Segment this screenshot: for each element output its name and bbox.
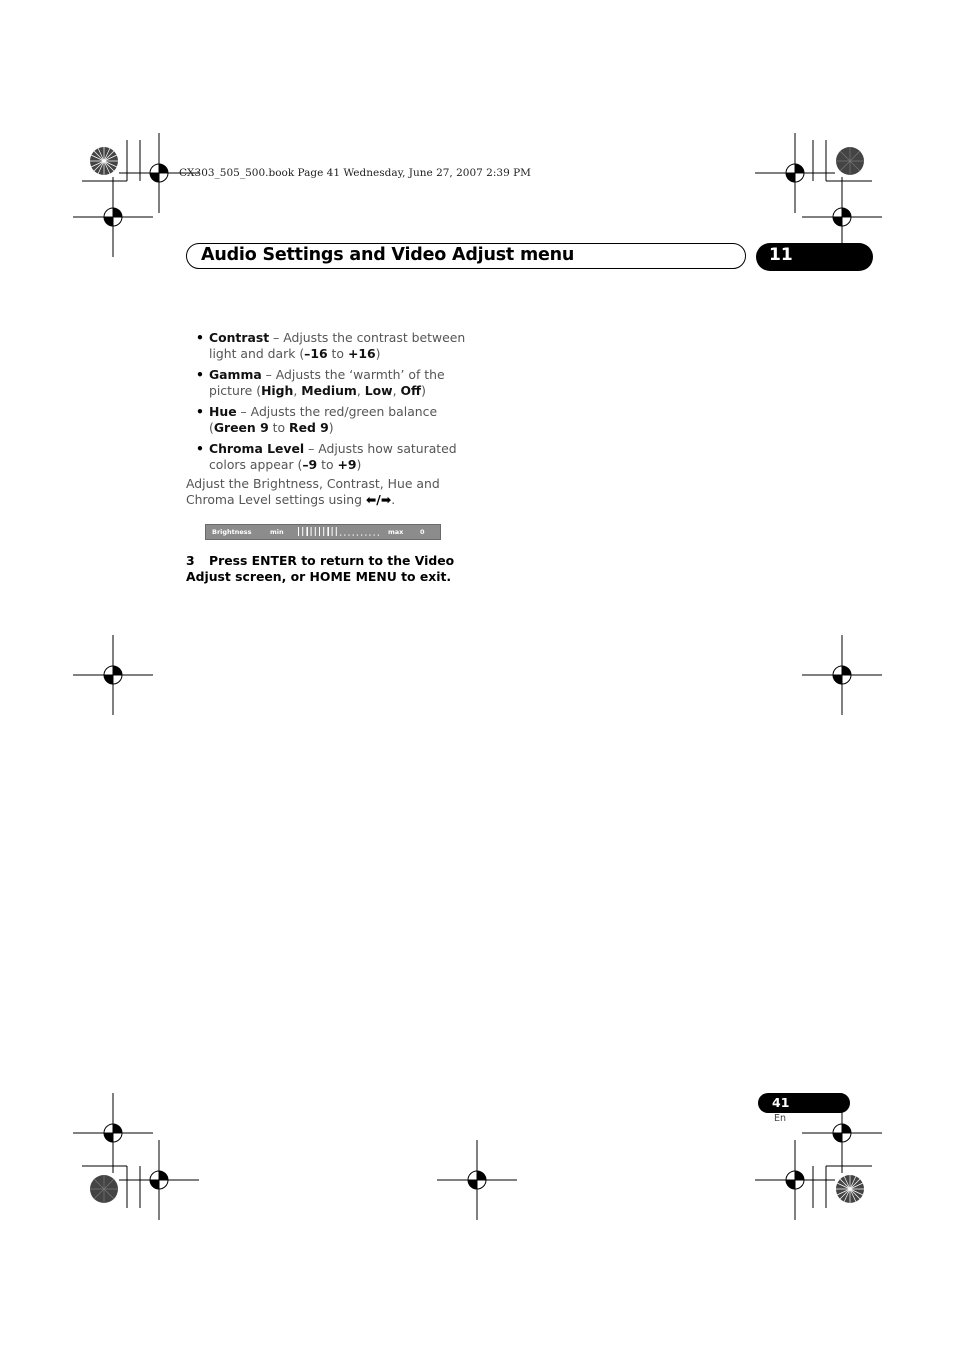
list-item-hue: • Hue – Adjusts the red/green balance (Green 9 to Red 9) [196,404,438,435]
option: Off [400,383,422,398]
close-paren: ) [375,346,381,361]
level-tick-empty [348,535,349,536]
value-max: +16 [347,346,376,361]
starburst-mark-icon [835,1174,865,1204]
level-tick-empty [344,535,345,536]
setting-list [196,330,466,478]
value-min: Green 9 [213,420,269,435]
step-3 [186,553,456,585]
registration-mark-icon [73,177,153,257]
step-text: Press ENTER to return to the Video Adjust screen, or HOME MENU to exit. [186,553,455,584]
level-tick-filled [332,527,333,536]
registration-mark-icon [802,635,882,715]
term: Gamma [209,367,262,382]
separator: to [327,346,348,361]
value-min: –16 [304,346,328,361]
description: – Adjusts the ‘warmth’ of the picture ( [209,367,445,398]
close-paren: ) [328,420,334,435]
separator: , [392,383,401,398]
registration-mark-icon [119,1140,199,1220]
level-tick-empty [369,535,370,536]
step-number: 3 [186,553,195,568]
starburst-mark-icon [89,146,119,176]
level-tick-filled [323,527,324,536]
level-tick-empty [353,535,354,536]
level-tick-empty [361,535,362,536]
registration-mark-icon [73,635,153,715]
level-tick-empty [378,535,379,536]
registration-mark-icon [755,1140,835,1220]
chapter-number-badge [756,243,873,271]
osd-value: 0 [420,528,425,536]
level-tick-filled [319,527,320,536]
separator: , [293,383,302,398]
separator: to [317,457,338,472]
level-tick-filled [327,527,329,536]
level-tick-filled [302,527,303,536]
description: – Adjusts the contrast between light and dark ( [209,330,466,361]
starburst-mark-icon [835,146,865,176]
level-tick-empty [365,535,366,536]
osd-min-label: min [270,528,284,536]
option: High [261,383,294,398]
language-code: En [774,1113,787,1124]
close-paren: ) [356,457,362,472]
adjust-note [186,476,461,508]
level-tick-filled [306,527,308,536]
registration-mark-icon [437,1140,517,1220]
note-period: . [391,492,396,507]
brightness-level-scale [297,527,383,537]
option: Medium [301,383,357,398]
osd-max-label: max [388,528,404,536]
osd-label: Brightness [212,528,252,536]
level-tick-filled [315,527,316,536]
value-min: –9 [302,457,318,472]
note-text: Adjust the Brightness, Contrast, Hue and Chroma Level settings using [186,476,440,507]
list-item-gamma: • Gamma – Adjusts the ‘warmth’ of the picture (High, Medium, Low, Off) [196,367,445,398]
value-max: Red 9 [289,420,329,435]
term: Hue [209,404,237,419]
option: Low [364,383,393,398]
chapter-title-bar [186,243,746,269]
separator: , [356,383,365,398]
term: Contrast [209,330,270,345]
close-paren: ) [421,383,426,398]
level-tick-empty [357,535,358,536]
list-item-chroma-level: • Chroma Level – Adjusts how saturated colors appear (–9 to +9) [196,441,457,472]
list-item-contrast: • Contrast – Adjusts the contrast between light and dark (–16 to +16) [196,330,466,361]
left-right-arrow-icon: ⬅/➡ [365,492,392,507]
level-tick-filled [298,527,299,536]
level-tick-filled [336,527,337,536]
level-tick-filled [311,527,312,536]
chapter-number: 11 [769,245,793,265]
separator: to [268,420,290,435]
level-tick-empty [374,535,375,536]
value-max: +9 [337,457,357,472]
starburst-mark-icon [89,1174,119,1204]
level-tick-empty [340,535,341,536]
brightness-osd-bar [205,524,441,540]
chapter-title: Audio Settings and Video Adjust menu [201,245,575,265]
page-number: 41 [772,1095,790,1110]
file-header: CX303_505_500.book Page 41 Wednesday, June 27, 2007 2:39 PM [179,167,531,179]
term: Chroma Level [209,441,305,456]
description: – Adjusts the red/green balance ( [209,404,438,435]
description: – Adjusts how saturated colors appear ( [209,441,457,472]
page-number-badge [758,1093,850,1113]
